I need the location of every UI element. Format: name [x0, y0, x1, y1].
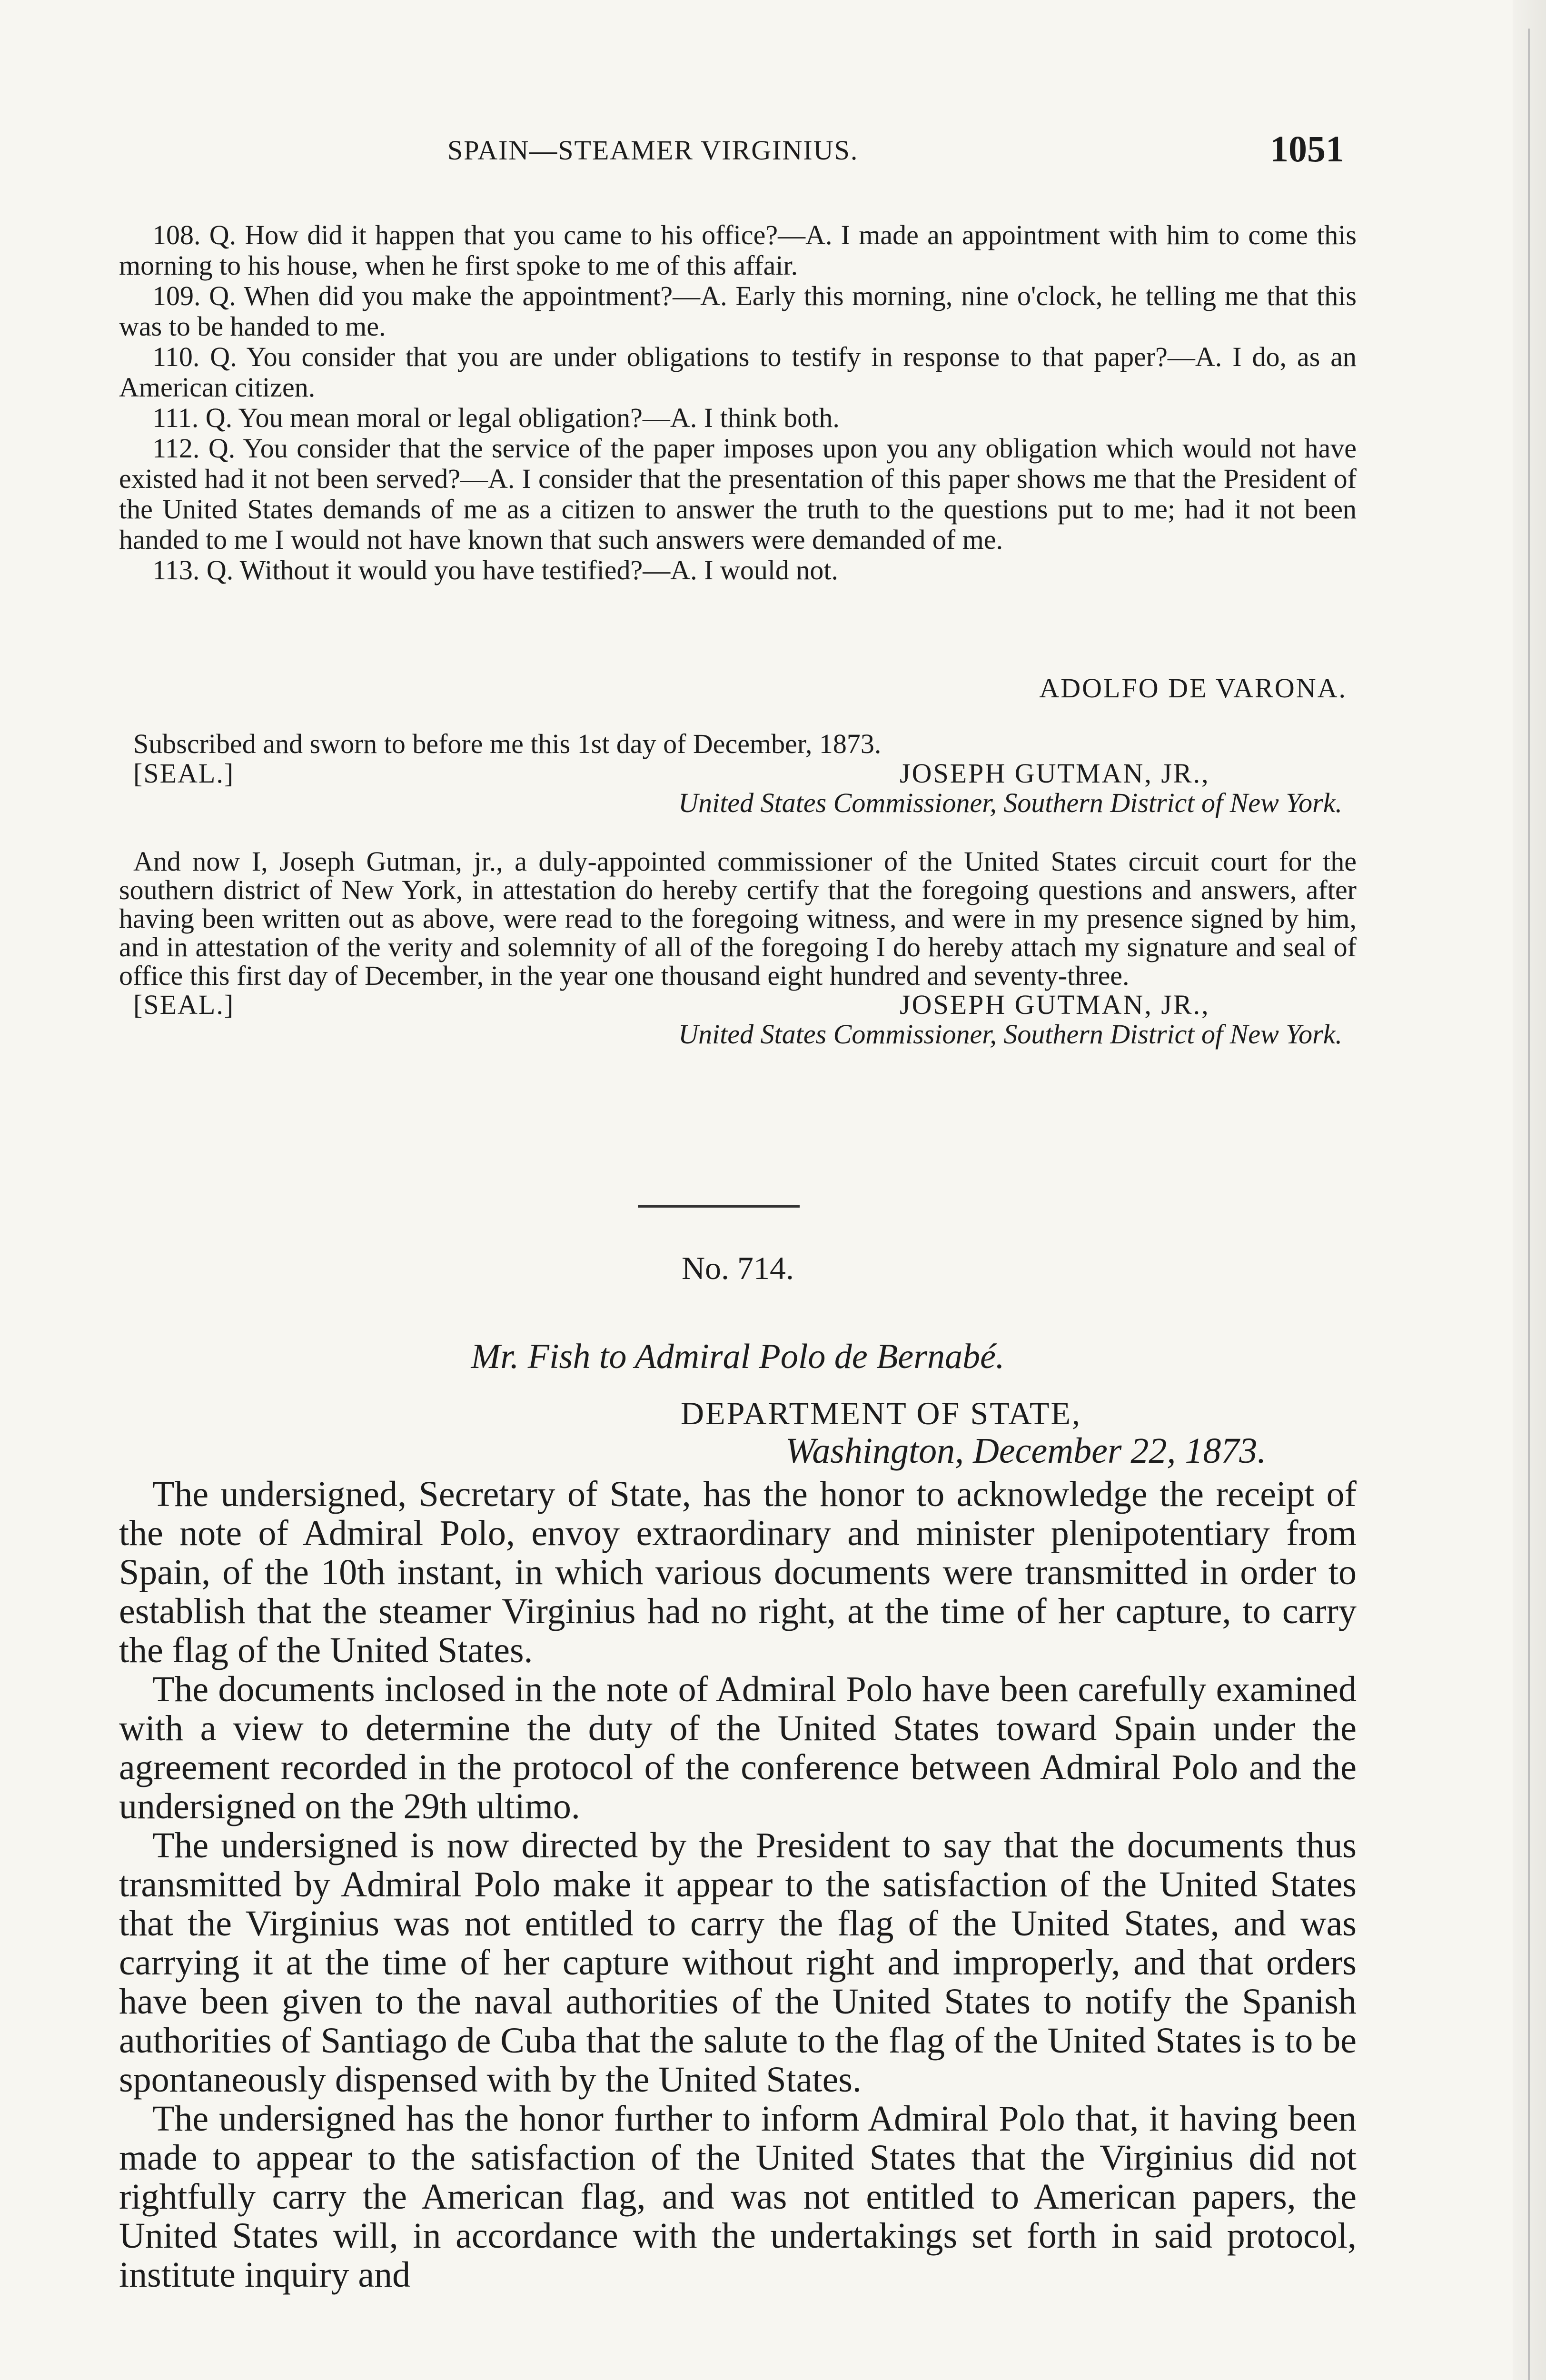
- jurat-seal: [SEAL.]: [133, 758, 235, 789]
- section-divider: [638, 1205, 800, 1208]
- document-title: Mr. Fish to Admiral Polo de Bernabé.: [471, 1337, 1005, 1376]
- letter-paragraph-1: The undersigned, Secretary of State, has the honor to acknowledge the receipt of the note of Admiral Polo, envoy extraordinary and minister plenipotentiary from Spain, of the 10th instant, in which various documents were transmitted in order to establish that the steamer Virginius had no right, at the time of her capture, to carry the flag of the United States.: [119, 1474, 1357, 1670]
- dateline-place-date: Washington, December 22, 1873.: [785, 1431, 1267, 1471]
- testimony-q112: 112. Q. You consider that the service of the paper imposes upon you any obligation which would not have existed had it not been served?—A. I consider that the presentation of this paper shows me that the President of the United States demands of me as a citizen to answer the truth to the questions put to me; had it not been handed to me I would not have known that such answers were demanded of me.: [119, 433, 1357, 555]
- letter-body: [119, 1475, 1357, 2294]
- binding-edge-line: [1528, 29, 1530, 2380]
- testimony-q110: 110. Q. You consider that you are under obligations to testify in response to that paper?—A. I do, as an American citizen.: [119, 341, 1357, 403]
- testimony-q113: 113. Q. Without it would you have testified?—A. I would not.: [152, 555, 839, 585]
- jurat-block: [119, 729, 1357, 818]
- page-number: 1051: [1270, 128, 1344, 169]
- certificate-commissioner-title: United States Commissioner, Southern District of New York.: [678, 1019, 1342, 1050]
- jurat-commissioner-name: JOSEPH GUTMAN, JR.,: [900, 758, 1210, 789]
- testimony-q111: 111. Q. You mean moral or legal obligation?—A. I think both.: [152, 402, 840, 433]
- letter-paragraph-2: The documents inclosed in the note of Admiral Polo have been carefully examined with a view to determine the duty of the United States toward Spain under the agreement recorded in the protocol of the conference between Admiral Polo and the undersigned on the 29th ultimo.: [119, 1669, 1357, 1826]
- letter-paragraph-4: The undersigned has the honor further to inform Admiral Polo that, it having been made to appear to the satisfaction of the United States that the Virginius did not rightfully carry the American flag, and was not entitled to American papers, the United States will, in accordance with the undertakings set forth in said protocol, institute inquiry and: [119, 2099, 1357, 2295]
- jurat-commissioner-title: United States Commissioner, Southern District of New York.: [678, 787, 1342, 818]
- certificate-block: [119, 847, 1357, 1049]
- letter-paragraph-3: The undersigned is now directed by the President to say that the documents thus transmitted by Admiral Polo make it appear to the satisfaction of the United States that the Virginius was not entitled to carry the flag of the United States, and was carrying it at the time of her capture without right and improperly, and that orders have been given to the naval authorities of the United States to notify the Spanish authorities of Santiago de Cuba that the salute to the flag of the United States is to be spontaneously dispensed with by the United States.: [119, 1825, 1357, 2100]
- witness-signature-block: [119, 672, 1357, 704]
- document-number: No. 714.: [681, 1250, 794, 1286]
- witness-signature: ADOLFO DE VARONA.: [1039, 673, 1347, 704]
- testimony-q109: 109. Q. When did you make the appointment?—A. Early this morning, nine o'clock, he telling me that this was to be handed to me.: [119, 280, 1357, 342]
- certificate-text: And now I, Joseph Gutman, jr., a duly-appointed commissioner of the United States circuit court for the southern district of New York, in attestation do hereby certify that the foregoing questions and answers, after having been written out as above, were read to the foregoing witness, and were in my presence signed by him, and in attestation of the verity and solemnity of all of the foregoing I do hereby attach my signature and seal of office this first day of December, in the year one thousand eight hundred and seventy-three.: [119, 846, 1357, 991]
- testimony-q108: 108. Q. How did it happen that you came to his office?—A. I made an appointment with him to come this morning to his house, when he first spoke to me of this affair.: [119, 219, 1357, 281]
- jurat-text: Subscribed and sworn to before me this 1st day of December, 1873.: [133, 728, 882, 759]
- running-head: SPAIN—STEAMER VIRGINIUS.: [447, 135, 859, 166]
- dateline-office: DEPARTMENT OF STATE,: [681, 1395, 1082, 1431]
- certificate-seal: [SEAL.]: [133, 989, 235, 1020]
- testimony-section: [119, 220, 1357, 585]
- certificate-commissioner-name: JOSEPH GUTMAN, JR.,: [900, 989, 1210, 1020]
